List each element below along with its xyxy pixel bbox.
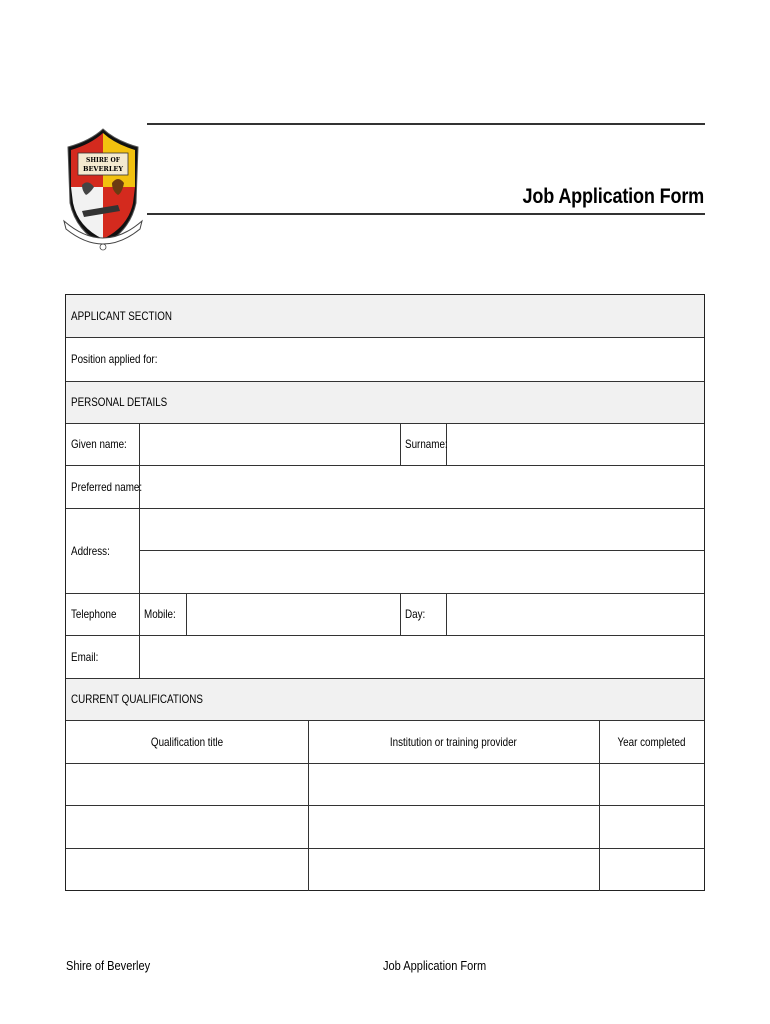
surname-label: Surname: [405,437,448,451]
applicant-section-heading: APPLICANT SECTION [66,295,704,337]
year-completed-field[interactable] [600,764,704,805]
application-form [65,294,705,891]
given-name-field[interactable] [140,424,400,465]
qualification-title-field[interactable] [66,849,308,890]
shire-of-beverley-crest-logo [60,125,146,253]
qualification-title-field[interactable] [66,764,308,805]
column-header-year-completed: Year completed [617,734,686,749]
mobile-label: Mobile: [144,607,176,621]
given-name-label: Given name: [71,437,127,451]
row-divider [66,678,704,679]
address-field-line-1[interactable] [140,509,704,550]
email-label: Email: [71,649,99,664]
row-divider [66,381,704,382]
surname-field[interactable] [447,424,704,465]
preferred-name-field[interactable] [140,466,704,508]
email-field[interactable] [140,636,704,678]
footer-organisation: Shire of Beverley [66,958,151,973]
position-applied-label: Position applied for: [71,352,158,366]
column-header-institution: Institution or training provider [390,734,517,749]
day-phone-field[interactable] [447,594,704,635]
header-rule-bottom [147,213,705,215]
personal-details-heading: PERSONAL DETAILS [66,381,704,423]
telephone-label: Telephone [71,607,117,621]
form-title: Job Application Form [522,185,704,208]
address-field-line-2[interactable] [140,551,704,593]
crest-text-line-2: BEVERLEY [82,165,124,173]
institution-field[interactable] [309,806,599,848]
crest-text-line-1: SHIRE OF [86,157,120,164]
year-completed-field[interactable] [600,849,704,890]
mobile-field[interactable] [187,594,400,635]
year-completed-field[interactable] [600,806,704,848]
institution-field[interactable] [309,764,599,805]
position-applied-field[interactable] [176,338,704,381]
column-header-qualification-title: Qualification title [150,734,224,749]
header-rule-top [147,123,705,125]
footer-document-title: Job Application Form [383,958,487,973]
institution-field[interactable] [309,849,599,890]
qualification-title-field[interactable] [66,806,308,848]
current-qualifications-heading: CURRENT QUALIFICATIONS [66,678,704,720]
address-label: Address: [71,543,110,558]
day-label: Day: [405,607,426,621]
preferred-name-label: Preferred name: [71,479,143,494]
